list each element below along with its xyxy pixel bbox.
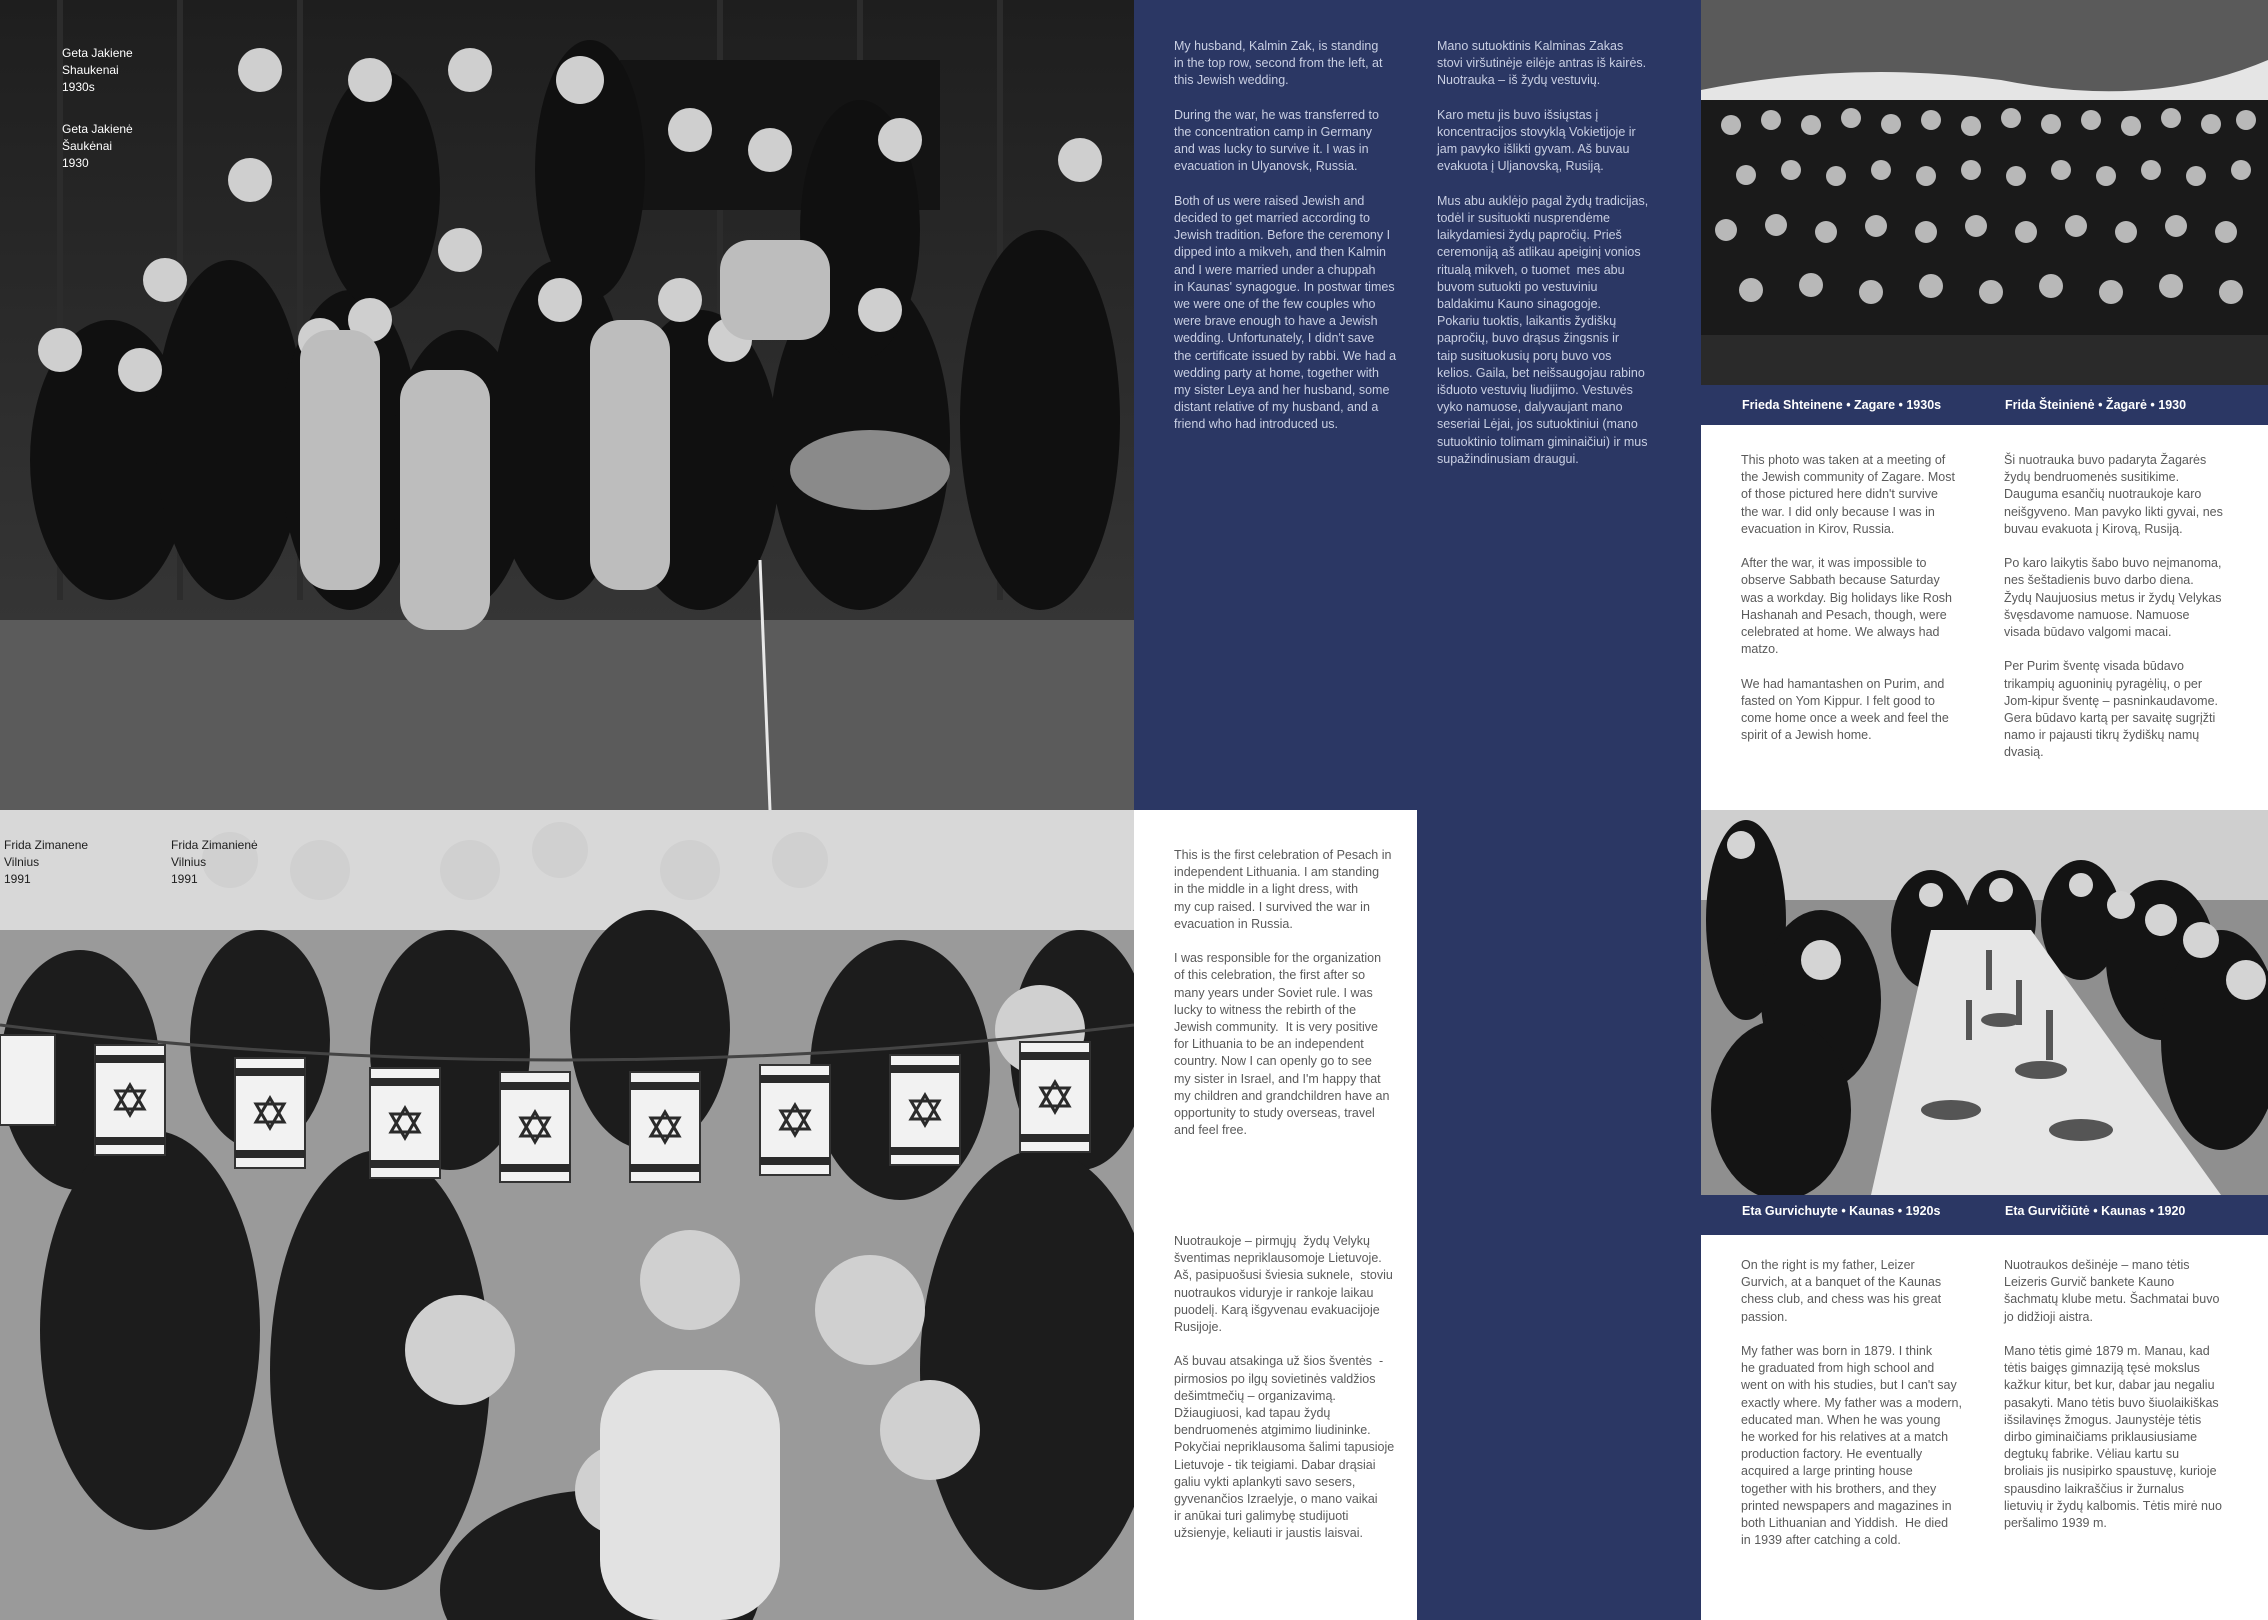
pesach-story-english: This is the first celebration of Pesach in independent Lithuania. I am standing in the middle in a light dress, with my cup raised. I survived the war in evacuation in Russia. I was responsible for the organization of this celebration, the first after so many years under Soviet rule. I was lucky to witness the rebirth of the Jewish community. It is very positive for Lithuania to be an independent country. Now I can openly go to see my sister in Israel, and I'm happy that my children and grandchildren have an opportunity to study overseas, travel and feel free. bbox=[1174, 848, 1392, 1138]
community-caption-lithuanian: Frida Šteinienė • Žagarė • 1930 bbox=[2005, 398, 2187, 412]
photo-chess-club-banquet bbox=[1701, 810, 2268, 1195]
photo-wedding-group bbox=[0, 0, 1134, 810]
wedding-caption-english: Geta Jakiene Shaukenai 1930s bbox=[62, 46, 133, 94]
wedding-caption-lithuanian: Geta Jakienė Šaukėnai 1930 bbox=[62, 122, 133, 170]
wedding-story-lithuanian: Mano sutuoktinis Kalminas Zakas stovi viršutinėje eilėje antras iš kairės. Nuotrauka – iš žydų vestuvių. Karo metu jis buvo išsiųstas į koncentracijos stovyklą Vokietijoje ir jam pavyko išlikti gyvam. Aš buvau evakuota į Uljanovską, Rusiją. Mus abu auklėjo pagal žydų tradicijas, todėl ir susituokti nusprendėme laikydamiesi žydų papročių. Prieš ceremoniją aš atlikau apeiginį vonios ritualą mikveh, o tuomet mes abu buvom sutuokti po vestuviniu baldakimu Kauno sinagogoje. Pokariu tuoktis, laikantis žydiškų papročių, buvo drąsus žingsnis ir taip susituokusių porų buvo vos kelios. Gaila, bet neišsaugojau rabino išduoto vestuvių liudijimo. Vestuvės vyko namuose, dalyvaujant mano seseriai Lėjai, jos sutuoktiniui (mano sutuoktinio tolimam giminaičiui) ir mus supažindinusiam draugui. bbox=[1437, 39, 1649, 466]
decorative-navy-block bbox=[1417, 810, 1701, 1620]
photo-pesach-celebration bbox=[0, 810, 1134, 1620]
wedding-story-english: My husband, Kalmin Zak, is standing in the top row, second from the left, at this Jewish wedding. During the war, he was transferred to the concentration camp in Germany and was lucky to survive it. I was in evacuation in Ulyanovsk, Russia. Both of us were raised Jewish and decided to get married according to Jewish tradition. Before the ceremony I dipped into a mikveh, and then Kalmin and I were married under a chuppah in Kaunas' synagogue. In postwar times we were one of the few couples who were brave enough to have a Jewish wedding. Unfortunately, I didn't save the certificate issued by rabbi. We had a wedding party at home, together with my sister Leya and her husband, some distant relative of my husband, and a friend who had introduced us. bbox=[1174, 39, 1397, 432]
banquet-caption-english: Eta Gurvichuyte • Kaunas • 1920s bbox=[1742, 1204, 1941, 1218]
community-story-lithuanian: Ši nuotrauka buvo padaryta Žagarės žydų bendruomenės susitikime. Dauguma esančių nuotraukoje karo neišgyveno. Man pavyko likti gyvai, nes buvau evakuota į Kirovą, Rusiją. Po karo laikytis šabo buvo neįmanoma, nes šeštadienis buvo darbo diena. Žydų Naujuosius metus ir žydų Velykas švęsdavome namuose. Namuose visada būdavo valgomi macai. Per Purim šventę visada būdavo trikampių aguoninių pyragėlių, o per Jom-kipur šventę – pasninkaudavome. Gera būdavo kartą per savaitę sugrįžti namo ir pajausti tikrų žydiškų namų dvasią. bbox=[2004, 453, 2223, 760]
community-story-english: This photo was taken at a meeting of the Jewish community of Zagare. Most of those pictured here didn't survive the war. I did only because I was in evacuation in Kirov, Russia. After the war, it was impossible to observe Sabbath because Saturday was a workday. Big holidays like Rosh Hashanah and Pesach, though, were celebrated at home. We always had matzo. We had hamantashen on Purim, and fasted on Yom Kippur. I felt good to come home once a week and feel the spirit of a Jewish home. bbox=[1741, 453, 1955, 743]
pesach-caption-lithuanian: Frida Zimanienė Vilnius 1991 bbox=[171, 838, 258, 886]
banquet-story-lithuanian: Nuotraukos dešinėje – mano tėtis Leizeris Gurvič bankete Kauno šachmatų klube metu. Šachmatai buvo jo didžioji aistra. Mano tėtis gimė 1879 m. Manau, kad tėtis baigęs gimnaziją tęsė mokslus kažkur kitur, bet kur, dabar jau negaliu pasakyti. Mano tėtis buvo šiuolaikiškas išsilavinęs žmogus. Jaunystėje tėtis dirbo giminaičiams priklausiusiame degtukų fabrike. Vėliau kartu su broliais jis nusipirko spaustuvę, kurioje spausdino laikraščius ir žurnalus lietuvių ir žydų kalbomis. Tėtis mirė nuo peršalimo 1939 m. bbox=[2004, 1258, 2222, 1531]
pesach-story-lithuanian: Nuotraukoje – pirmųjų žydų Velykų šventimas nepriklausomoje Lietuvoje. Aš, pasipuošusi šviesia suknele, stoviu nuotraukos viduryje ir rankoje laikau puodelį. Karą išgyvenau evakuacijoje Rusijoje. Aš buvau atsakinga už šios šventės - pirmosios po ilgų sovietinės valdžios dešimtmečių – organizavimą. Džiaugiuosi, kad tapau žydų bendruomenės atgimimo liudininke. Pokyčiai nepriklausoma šalimi tapusioje Lietuvoje - tik teigiami. Dabar drąsiai galiu vykti aplankyti savo sesers, gyvenančios Izraelyje, o mano vaikai ir anūkai turi galimybę studijuoti užsienyje, keliauti ir jaustis laisvai. bbox=[1174, 1234, 1395, 1541]
banquet-caption-lithuanian: Eta Gurvičiūtė • Kaunas • 1920 bbox=[2005, 1204, 2186, 1218]
community-caption-english: Frieda Shteinene • Zagare • 1930s bbox=[1742, 398, 1942, 412]
photo-community-meeting bbox=[1701, 0, 2268, 385]
pesach-caption-english: Frida Zimanene Vilnius 1991 bbox=[4, 838, 89, 886]
banquet-story-english: On the right is my father, Leizer Gurvich, at a banquet of the Kaunas chess club, and chess was his great passion. My father was born in 1879. I think he graduated from high school and went on with his studies, but I can't say exactly where. My father was a modern, educated man. When he was young he worked for his relatives at a match production factory. He eventually acquired a large printing house together with his brothers, and they printed newspapers and magazines in both Lithuanian and Yiddish. He died in 1939 after catching a cold. bbox=[1741, 1258, 1962, 1548]
